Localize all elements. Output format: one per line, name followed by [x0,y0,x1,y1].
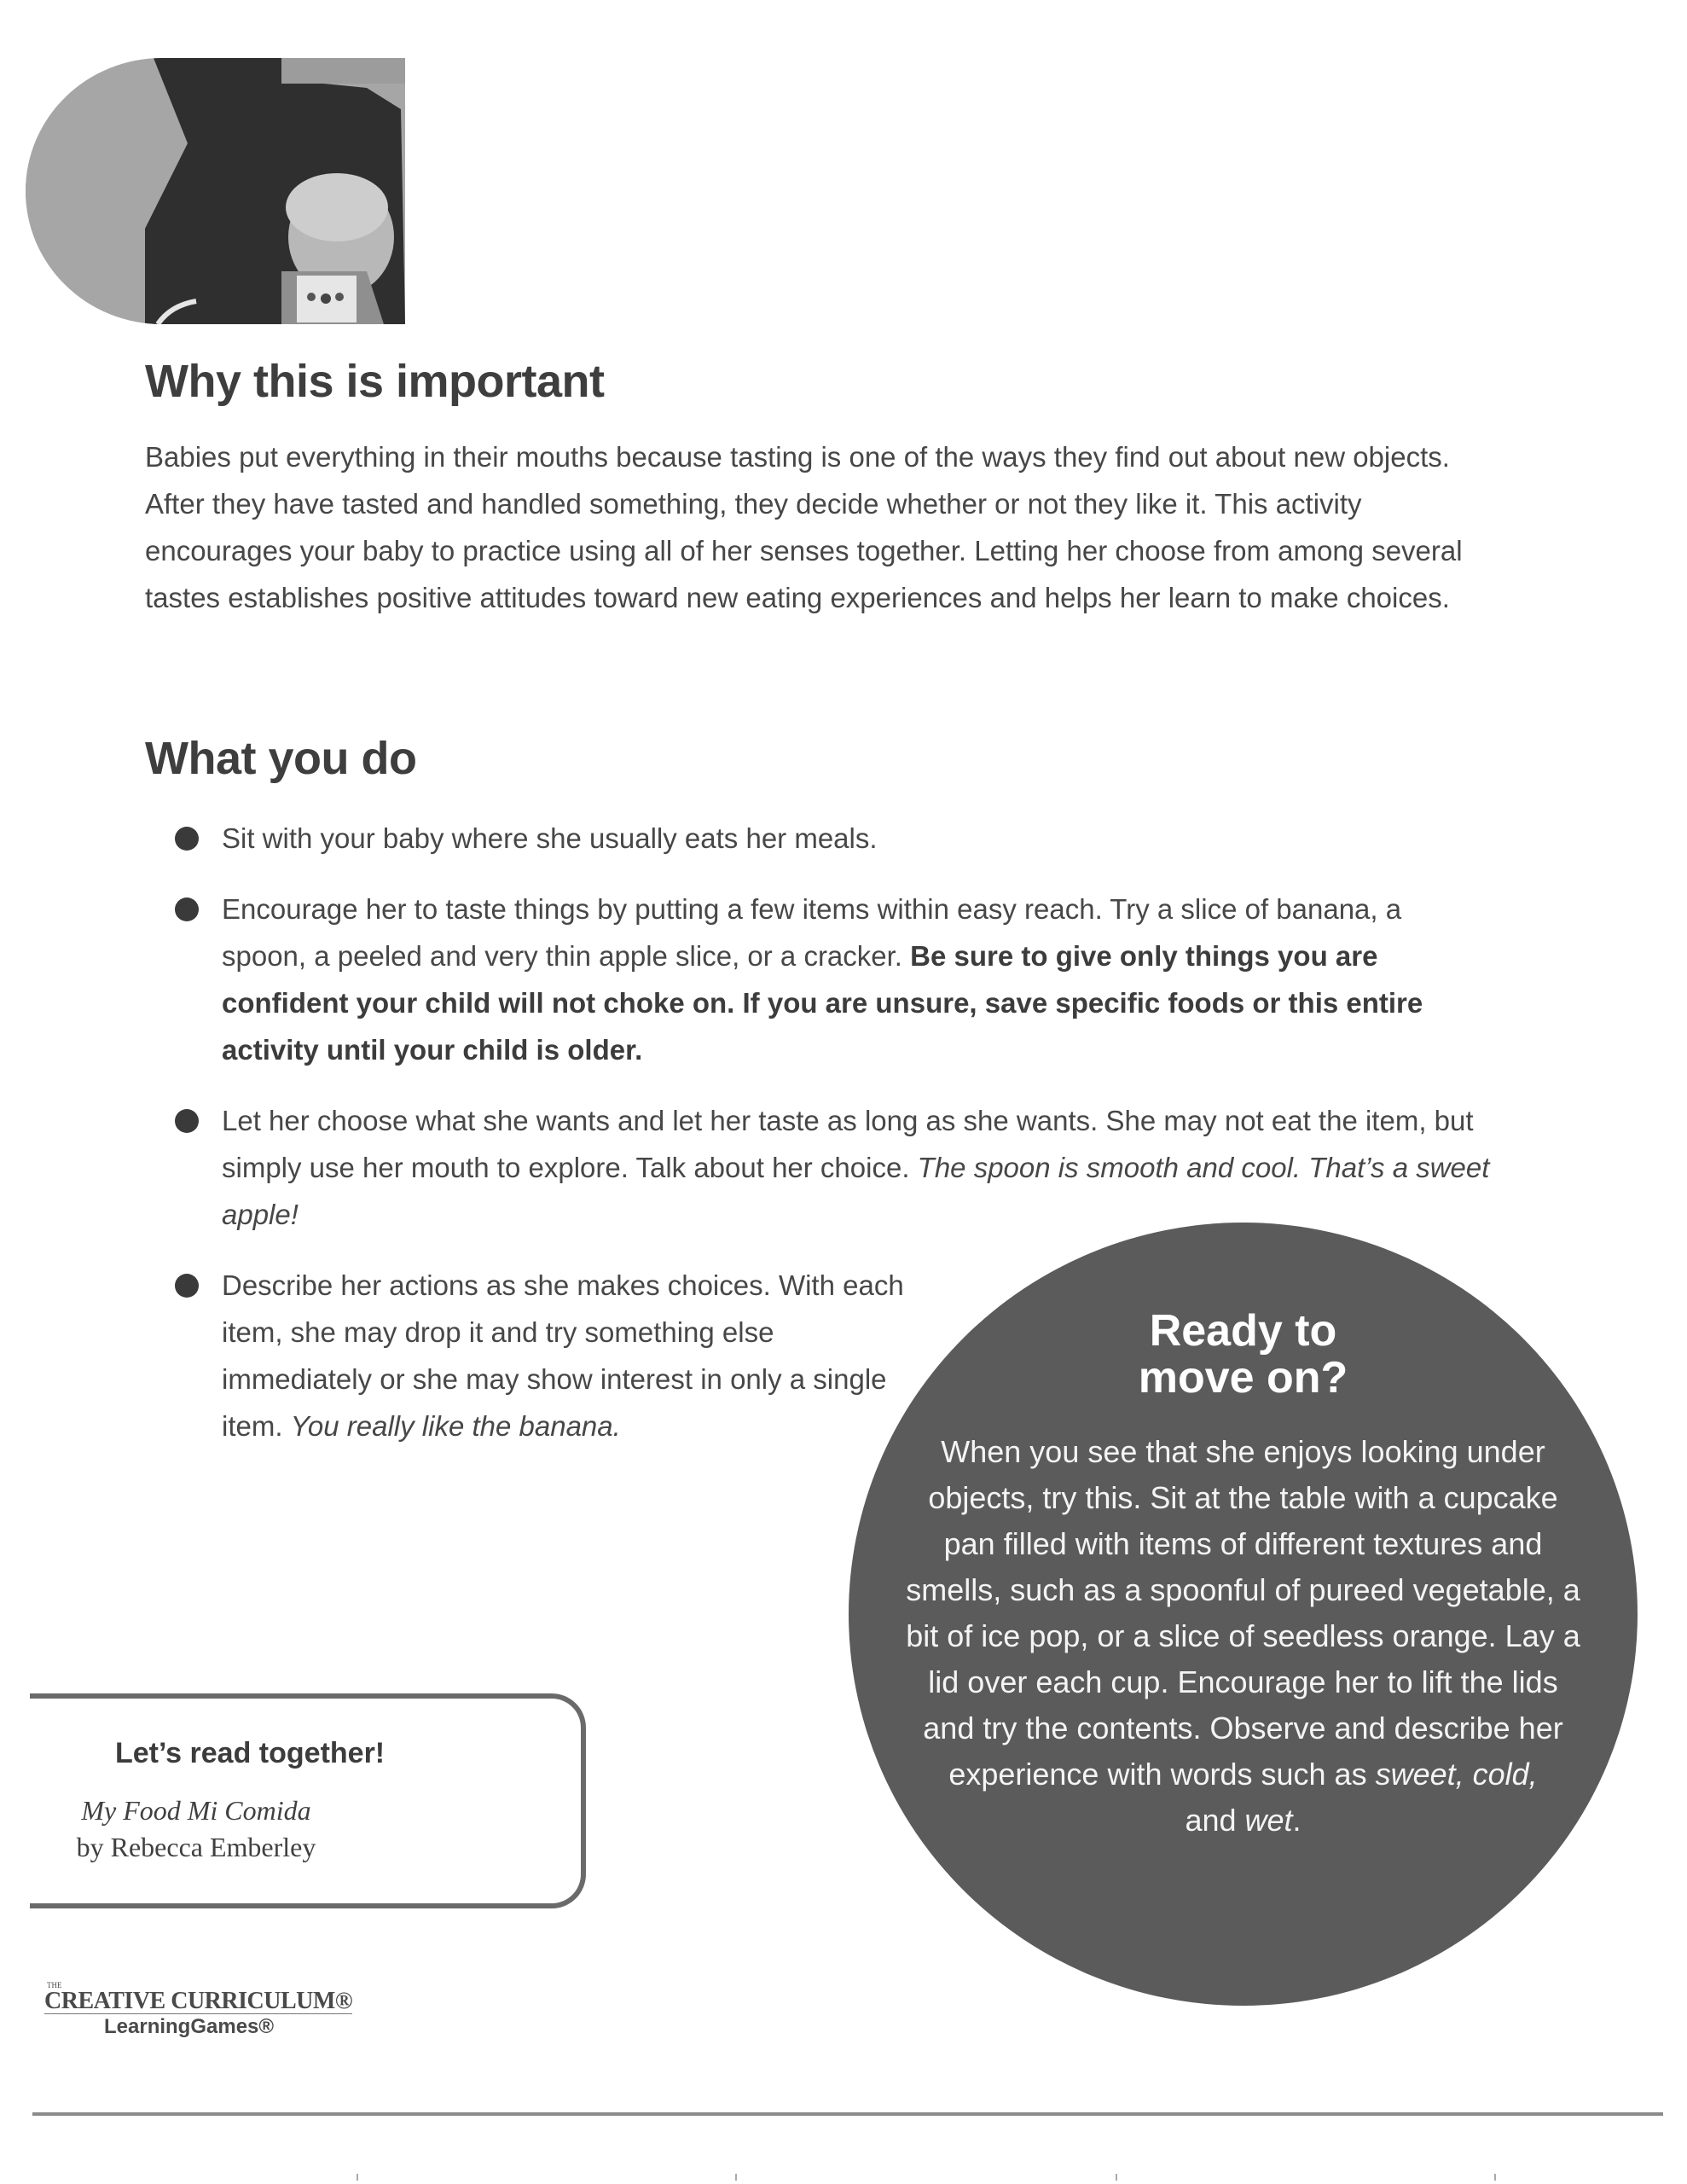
bullet-icon [175,1274,199,1298]
ready-example-words: sweet, cold, [1375,1757,1538,1792]
ready-body [900,1429,1586,1844]
book-title: My Food Mi Comida [81,1795,311,1826]
logo-the: THE [47,1981,62,1989]
safety-warning: Be sure to give only things you are confident your child will not choke on. If you are unsure, save specific foods or this entire activity until your child is older. [222,940,1423,1066]
bullet-text: Describe her actions as she makes choices. With each item, she may drop it and try something else immediately or she may show interest in only a single item. [222,1269,904,1442]
bullet-icon [175,827,199,851]
read-together-heading: Let’s read together! [115,1737,386,1769]
what-you-do-heading: What you do [145,733,417,784]
scan-tick-mark [1494,2174,1496,2181]
photo-image [26,58,405,324]
scan-tick-mark [1116,2174,1117,2181]
list-item [175,815,1505,862]
why-important-body: Babies put everything in their mouths because tasting is one of the ways they find out about new objects. After they have tasted and handled something, they decide whether or not they like it. This activity encourages your baby to practice using all of her senses together. Letting her choose from among several tastes establishes positive attitudes toward new eating experiences and helps her learn to make choices. [145,441,1463,613]
bullet-text: Encourage her to taste things by putting a few items within easy reach. Try a slice of banana, a spoon, a peeled and very thin apple slice, or a cracker. [222,893,1402,972]
ready-heading [849,1308,1638,1402]
lets-read-together-box [30,1693,586,1908]
bullet-text: Let her choose what she wants and let her taste as long as she wants. She may not eat the item, but simply use her mouth to explore. Talk about her choice. [222,1105,1474,1183]
ready-to-move-on-callout [849,1223,1638,2006]
ready-heading-line2: move on? [1138,1353,1348,1403]
example-phrase: You really like the banana. [290,1410,621,1442]
ready-example-word-wet: wet [1244,1803,1293,1838]
logo-main-text: CREATIVE CURRICULUM® [44,1988,353,2014]
scan-tick-mark [357,2174,358,2181]
list-item [175,1262,930,1449]
book-author: by Rebecca Emberley [76,1832,316,1862]
ready-body-and: and [1185,1803,1245,1838]
ready-heading-line1: Ready to [1149,1306,1337,1356]
ready-body-text: When you see that she enjoys looking under objects, try this. Sit at the table with a cupcake pan filled with items of different textures and smells, such as a spoonful of pureed vegetable, a bit of ice pop, or a slice of seedless orange. Lay a lid over each cup. Encourage her to lift the lids and try the contents. Observe and describe her experience with words such as [906,1434,1580,1792]
photo-adult-and-baby [26,58,405,324]
scan-tick-mark [735,2174,737,2181]
book-reference [30,1792,362,1866]
logo-sub-text: LearningGames® [104,2015,275,2038]
bottom-divider [32,2112,1663,2116]
why-important-heading: Why this is important [145,356,605,407]
example-phrase: The spoon is smooth and cool. That’s a sweet apple! [222,1152,1490,1230]
bullet-icon [175,897,199,921]
ready-body-end: . [1292,1803,1301,1838]
list-item [175,1097,1501,1238]
bullet-text: Sit with your baby where she usually eats her meals. [222,822,878,854]
bullet-icon [175,1109,199,1133]
list-item [175,886,1450,1073]
